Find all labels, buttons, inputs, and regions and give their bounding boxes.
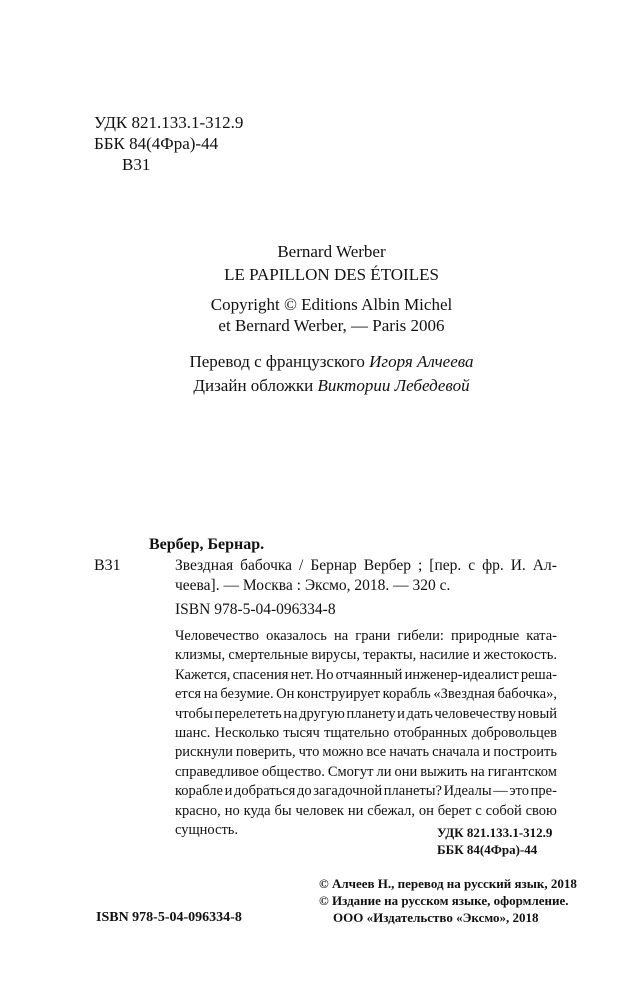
annotation <box>175 627 557 840</box>
original-title: LE PAPILLON DES ÉTOILES <box>224 265 439 284</box>
annotation-line: Кажется, спасения нет. Но отчаянный инженер-идеалист реша- <box>175 666 557 683</box>
designer-name: Виктории Лебедевой <box>317 376 470 395</box>
annotation-line: клизмы, смертельные вирусы, теракты, насилие и жестокость. <box>175 647 557 664</box>
bbk-code: ББК 84(4Фра)-44 <box>94 134 219 153</box>
author-mark: В31 <box>122 155 151 174</box>
annotation-line: шанс. Несколько тысяч тщательно отобранных добровольцев <box>175 725 557 742</box>
publisher-copyright: ООО «Издательство «Эксмо», 2018 <box>333 910 539 925</box>
footer-isbn: ISBN 978-5-04-096334-8 <box>96 910 242 925</box>
bib-line: Звездная бабочка / Бернар Вербер ; [пер. с фр. И. Ал- <box>175 557 557 574</box>
bib-line: чеева]. — Москва : Эксмо, 2018. — 320 с. <box>175 577 451 594</box>
annotation-line: Человечество оказалось на грани гибели: природные ката- <box>175 628 557 644</box>
cover-design-credit <box>0 376 619 396</box>
bib-isbn: ISBN 978-5-04-096334-8 <box>175 601 336 618</box>
translation-prefix: Перевод с французского <box>189 352 370 371</box>
bib-description <box>175 556 557 596</box>
translation-credit <box>0 352 619 372</box>
udk-code: УДК 821.133.1-312.9 <box>94 113 244 132</box>
translator-name: Игоря Алчеева <box>369 352 474 371</box>
bib-author-mark: В31 <box>94 557 121 574</box>
footer-udk-code: УДК 821.133.1-312.9 <box>437 825 553 840</box>
copyright-line-2: et Bernard Werber, — Paris 2006 <box>218 316 445 335</box>
edition-copyright: © Издание на русском языке, оформление. <box>319 893 569 908</box>
annotation-line: чтобы перелететь на другую планету и дать человечеству новый <box>175 705 557 722</box>
annotation-line: справедливое общество. Смогут ли они выжить на гигантском <box>175 763 557 780</box>
annotation-line: красно, но куда бы человек ни сбежал, он берет с собой свою <box>175 802 557 819</box>
design-prefix: Дизайн обложки <box>193 376 318 395</box>
annotation-line: рискнули поверить, что можно все начать сначала и построить <box>175 744 557 761</box>
translation-copyright: © Алчеев Н., перевод на русский язык, 2018 <box>319 876 577 891</box>
footer-bbk-code: ББК 84(4Фра)-44 <box>437 842 538 857</box>
annotation-line: ется на безумие. Он конструирует корабль «Звездная бабочка», <box>175 686 557 703</box>
annotation-line: корабле и добраться до загадочной планеты? Идеалы — это пре- <box>175 783 557 800</box>
bib-author-heading: Вербер, Бернар. <box>149 536 265 553</box>
original-author: Bernard Werber <box>277 242 386 261</box>
copyright-line-1: Copyright © Editions Albin Michel <box>210 295 453 314</box>
annotation-line: сущность. <box>175 822 239 839</box>
